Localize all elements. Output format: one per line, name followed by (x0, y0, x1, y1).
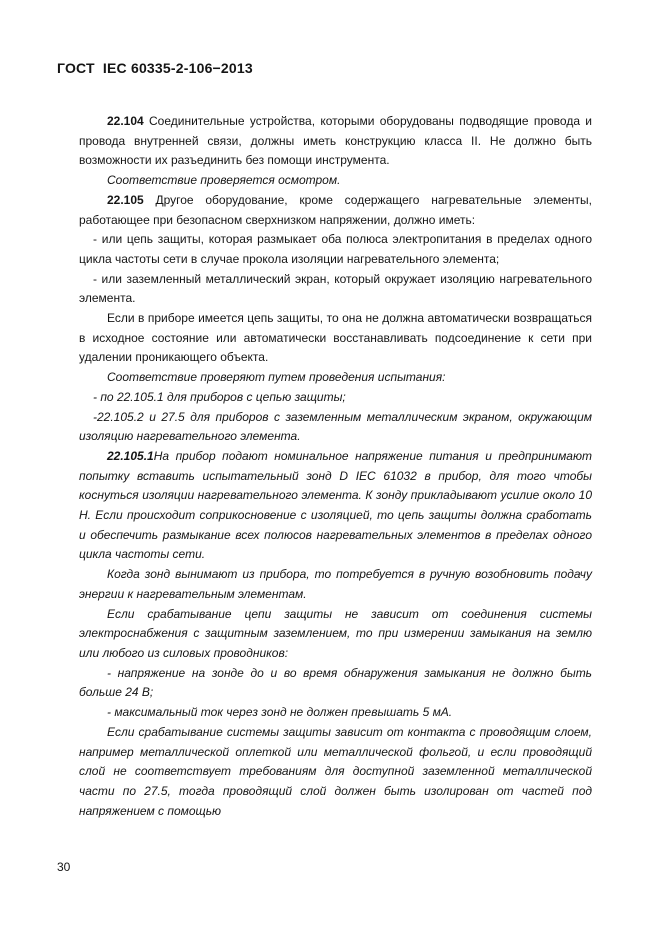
compliance-note (79, 368, 592, 388)
paragraph-text: Если срабатывание системы защиты зависит от контакта с проводящим слоем, например металлической оплеткой или металлической фольгой, и если проводящий слой не соответствует требованиям для доступной заземленной металлической части по 27.5, тогда проводящий слой должен быть изолирован от частей под напряжением с помощью (79, 724, 592, 818)
list-item (79, 408, 592, 447)
paragraph-text: Соединительные устройства, которыми оборудованы подводящие провода и провода внутренней связи, должны иметь конструкцию класса II. Не должно быть возможности их разъединить без помощи инструмента. (79, 114, 592, 168)
paragraph-text: Когда зонд вынимают из прибора, то потребуется в ручную возобновить подачу энергии к нагревательным элементам. (79, 567, 592, 601)
clause-22-104 (79, 112, 592, 171)
clause-22-105-1 (79, 447, 592, 565)
clause-22-105 (79, 191, 592, 230)
paragraph (79, 723, 592, 822)
paragraph-text: Соответствие проверяется осмотром. (107, 173, 341, 188)
document-title: ГОСТ IEC 60335-2-106−2013 (57, 60, 253, 76)
list-item (79, 703, 592, 723)
document-body (79, 112, 592, 821)
paragraph (79, 309, 592, 368)
clause-number: 22.105.1 (107, 448, 154, 463)
paragraph (79, 565, 592, 604)
paragraph-text: - или заземленный металлический экран, который окружает изоляцию нагревательного элемента. (79, 271, 592, 306)
paragraph-text: - или цепь защиты, которая размыкает оба полюса электропитания в пределах одного цикла частоты сети в случае прокола изоляции нагревательного элемента; (79, 232, 592, 266)
paragraph-text: - по 22.105.1 для приборов с цепью защиты; (93, 389, 346, 404)
paragraph-text: Если в приборе имеется цепь защиты, то она не должна автоматически возвращаться в исходное состояние или автоматически восстанавливать подсоединение к сети при удалении проникающего объекта. (79, 311, 592, 365)
paragraph-text: Соответствие проверяют путем проведения испытания: (107, 370, 446, 385)
compliance-note (79, 171, 592, 191)
page-number: 30 (57, 860, 71, 874)
paragraph-text: - максимальный ток через зонд не должен превышать 5 мА. (107, 705, 453, 720)
clause-number: 22.104 (107, 114, 144, 128)
list-item (79, 270, 592, 309)
paragraph-text: На прибор подают номинальное напряжение питания и предпринимают попытку вставить испытательный зонд D IEC 61032 в прибор, для того чтобы коснуться изоляции нагревательного элемента. К зонду прикладывают усилие около 10 Н. Если происходит соприкосновение с изоляцией, то цепь защиты должна сработать и обеспечить размыкание всех полюсов нагревательных элементов в пределах одного цикла частоты сети. (79, 448, 592, 562)
paragraph-text: -22.105.2 и 27.5 для приборов с заземленным металлическим экраном, окружающим изоляцию нагревательного элемента. (79, 409, 592, 444)
clause-number: 22.105 (107, 192, 144, 207)
paragraph-text: - напряжение на зонде до и во время обнаружения замыкания не должно быть больше 24 В; (79, 665, 592, 700)
list-item (79, 664, 592, 703)
list-item (79, 388, 592, 408)
paragraph-text: Если срабатывание цепи защиты не зависит от соединения системы электроснабжения с защитным заземлением, то при измерении замыкания на землю или любого из силовых проводников: (79, 606, 592, 660)
list-item (79, 230, 592, 269)
paragraph (79, 605, 592, 664)
paragraph-text: Другое оборудование, кроме содержащего нагревательные элементы, работающее при безопасном сверхнизком напряжении, должно иметь: (79, 192, 593, 227)
